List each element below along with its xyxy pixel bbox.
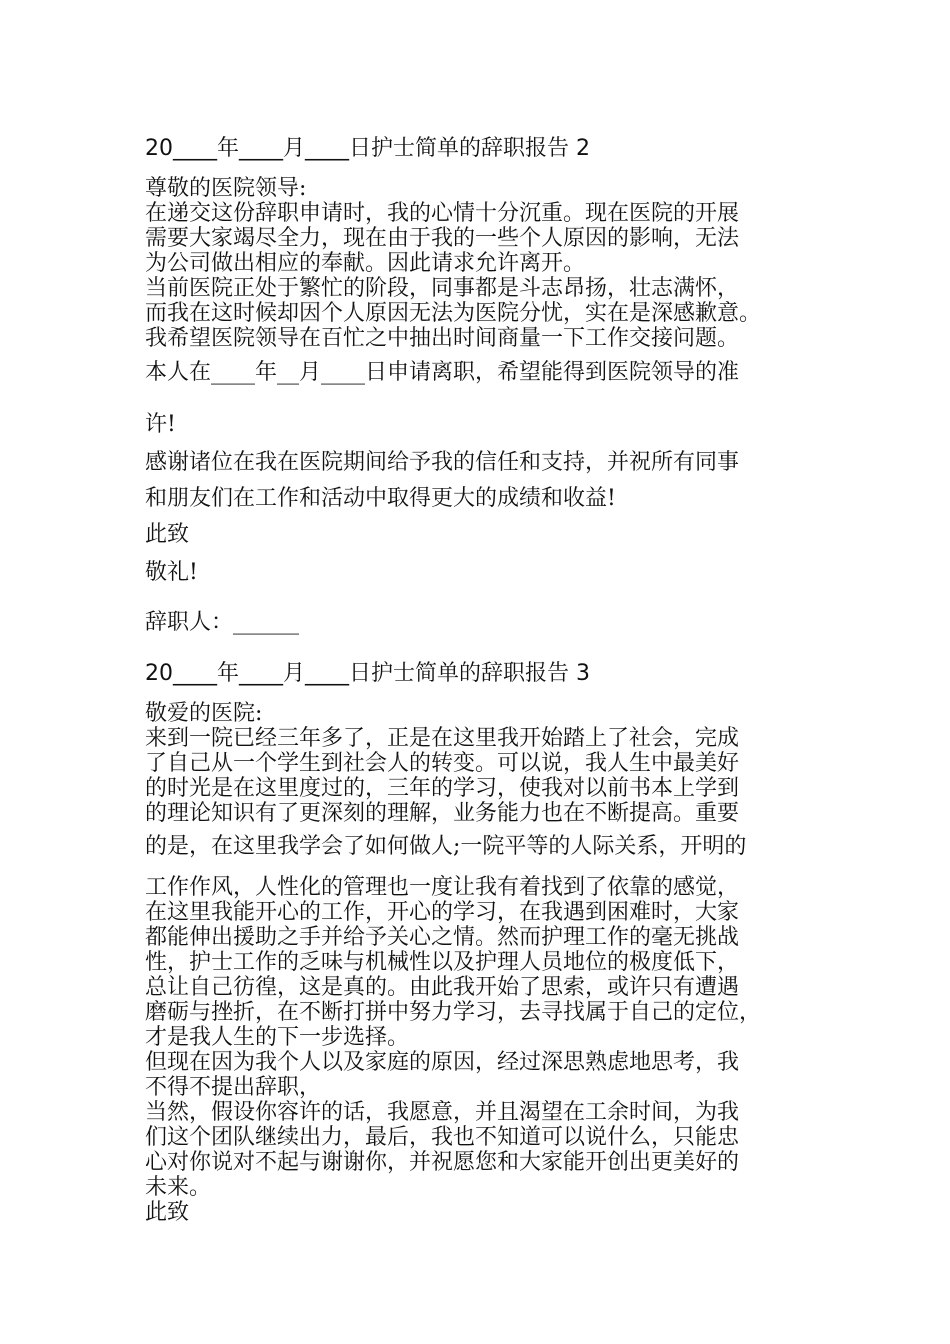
body-line: 都能伸出援助之手并给予关心之情。然而护理工作的毫无挑战: [145, 925, 740, 950]
body-line: 当前医院正处于繁忙的阶段，同事都是斗志昂扬，壮志满怀，: [145, 276, 740, 301]
signature-line: 辞职人：______: [145, 610, 300, 635]
body-line: 但现在因为我个人以及家庭的原因，经过深思熟虑地思考，我: [145, 1050, 740, 1075]
section-title-2: 20____年____月____日护士简单的辞职报告 2: [145, 136, 590, 161]
body-line: 的理论知识有了更深刻的理解，业务能力也在不断提高。重要: [145, 801, 740, 826]
closing-line: 敬礼!: [145, 560, 198, 585]
body-line: 磨砺与挫折，在不断打拼中努力学习，去寻找属于自己的定位，: [145, 1000, 762, 1025]
body-line: 的时光是在这里度过的，三年的学习，使我对以前书本上学到: [145, 776, 740, 801]
section-title-3: 20____年____月____日护士简单的辞职报告 3: [145, 661, 590, 686]
body-line: 才是我人生的下一步选择。: [145, 1025, 410, 1050]
body-line: 们这个团队继续出力，最后，我也不知道可以说什么，只能忠: [145, 1125, 740, 1150]
body-line: 不得不提出辞职，: [145, 1075, 322, 1100]
body-line: 本人在____年__月____日申请离职，希望能得到医院领导的准: [145, 360, 740, 385]
body-line: 了自己从一个学生到社会人的转变。可以说，我人生中最美好: [145, 751, 740, 776]
body-line: 许!: [145, 412, 176, 437]
body-line: 在递交这份辞职申请时，我的心情十分沉重。现在医院的开展: [145, 201, 740, 226]
body-line: 心对你说对不起与谢谢你，并祝愿您和大家能开创出更美好的: [145, 1150, 740, 1175]
body-line: 的是，在这里我学会了如何做人;一院平等的人际关系，开明的: [145, 834, 747, 859]
body-line: 工作作风，人性化的管理也一度让我有着找到了依靠的感觉，: [145, 875, 740, 900]
body-line: 当然，假设你容许的话，我愿意，并且渴望在工余时间，为我: [145, 1100, 740, 1125]
body-line: 为公司做出相应的奉献。因此请求允许离开。: [145, 251, 586, 276]
body-line: 未来。: [145, 1175, 212, 1200]
body-line: 而我在这时候却因个人原因无法为医院分忧，实在是深感歉意。: [145, 301, 762, 326]
body-line: 总让自己彷徨，这是真的。由此我开始了思索，或许只有遭遇: [145, 975, 740, 1000]
closing-line: 此致: [145, 1200, 190, 1225]
salutation: 尊敬的医院领导:: [145, 176, 307, 201]
body-line: 来到一院已经三年多了，正是在这里我开始踏上了社会，完成: [145, 726, 740, 751]
body-line: 需要大家竭尽全力，现在由于我的一些个人原因的影响，无法: [145, 226, 740, 251]
body-line: 我希望医院领导在百忙之中抽出时间商量一下工作交接问题。: [145, 326, 740, 351]
body-line: 感谢诸位在我在医院期间给予我的信任和支持，并祝所有同事: [145, 450, 740, 475]
body-line: 在这里我能开心的工作，开心的学习，在我遇到困难时，大家: [145, 900, 740, 925]
salutation: 敬爱的医院:: [145, 701, 263, 726]
body-line: 性，护士工作的乏味与机械性以及护理人员地位的极度低下，: [145, 950, 740, 975]
closing-line: 此致: [145, 522, 190, 547]
body-line: 和朋友们在工作和活动中取得更大的成绩和收益!: [145, 486, 616, 511]
